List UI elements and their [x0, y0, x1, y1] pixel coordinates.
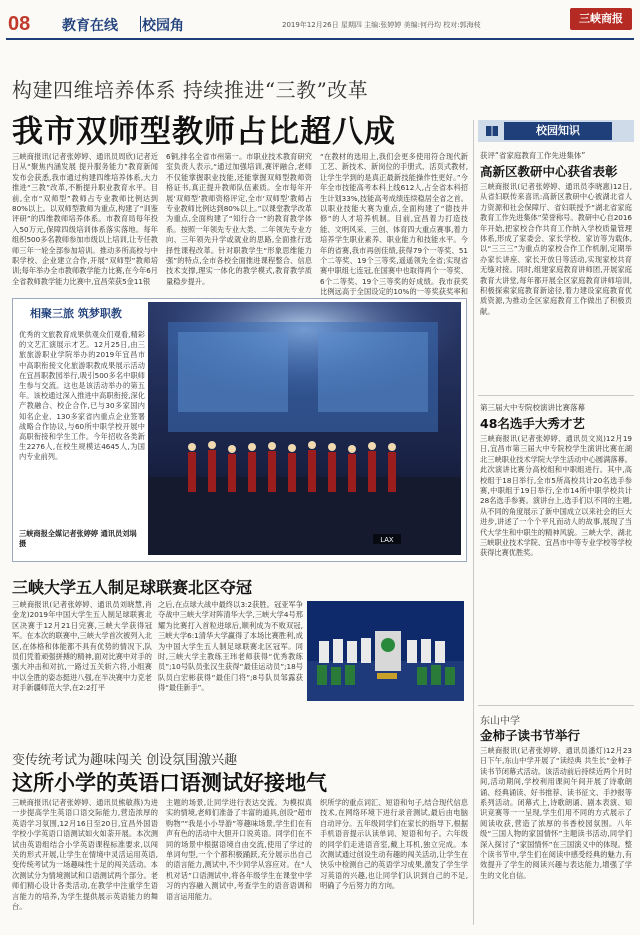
- team-photo: [307, 601, 464, 701]
- lead-column-2: 6铜,排名全省市州第一。市职业技术教育研究室负责人表示,“通过加强培训,赛评融合,老师不仅能掌握职业技能,还能掌握双师型教师资格证书,真正提升教师队伍素质。全市每年开展‘双师型’教师资格评定,全市‘双师型’教师占专业教师比例达到80%以上。”以课堂教学改革为重点,全面构建了“知行合一”的教育教学体系。按照一年领先专业大类、二年领先专业方向、三年领先升学或就业的思路,全面推行选择性课程改革。针对职教学生“形象思维能力强”的特点,全市各校全面推进课程整合、信息技术支撑,理实一体化的教学模式,教育教学质量稳步提升。: [166, 152, 312, 286]
- news2-title: 48名选手大秀才艺: [480, 416, 585, 431]
- news3-body: 三峡商报讯(记者张婷婷、通讯员潘灯)12月23日下午,东山中学开展了“读经典 共生长”金柿子读书节闭幕式活动。该活动前后持续近两个月时间,活动期间,学校利用课间午间开展了诗歌朗诵、经典诵读、好书推荐、读书征文、手抄报等系列活动。闭幕式上,诗歌朗诵、剧本表演、知识竞赛等一一呈现,学生们用不同的方式展示了阅读收获,营造了浓厚的书香校园氛围。八年级“三国人物的家国情怀”主题读书活动,同学们深入探讨了“家国情怀”在三国演义中的体现。整个读书节中,学生们在阅读中感受经典的魅力,有效提升了学生的阅读兴趣与表达能力,增强了学生的文化自信。: [480, 746, 632, 880]
- section-title: 教育在线: [62, 18, 118, 34]
- column-divider: [473, 120, 474, 925]
- section-subtitle: 校园角: [142, 18, 184, 34]
- football-column-1: 三峡商报讯(记者张婷婷、通讯员刘晓慧,肖金龙)2019年中国大学生五人制足球联赛北区决赛于12月21日完赛,三峡大学获得冠军。在本次的联赛中,三峡大学首次被列入北区,在体格和体能都不具有优势的情况下,队员们凭着顽强拼搏的精神,面对比赛中对手的强大冲击和对抗,一路过五关斩六将,小组赛中以全胜的姿态挺进八强,在半决赛中力克老对手新疆师范大学,在2:2打平: [12, 600, 152, 693]
- newspaper-logo: 三峡商报: [570, 8, 632, 30]
- news1-kicker: 获评“省家庭教育工作先进集体”: [480, 151, 586, 160]
- campus-news-badge: [478, 120, 634, 142]
- oral-test-kicker: 变传统考试为趣味闯关 创设氛围激兴趣: [12, 753, 238, 768]
- photo-feature-text: 优秀的文旅教育成果供观众们观看,精彩的文艺汇演展示才艺。12月25日,由三旅旅游职业学院举办的2019年宜昌市中高职衔接文化旅游职教成果展示活动在宜昌职教园举行,吸引500多名中职师生参与交流。这也是该活动举办的第五年。该校通过深入推进中高职衔接,深化产教融合、校企合作,已与30多家国内知名企业、130多家省内重点企业签署战略合作协议,与60所中职学校开展中高职衔接和学生工作。今年招收各类新生2276人,在校生规模达4645人,为国内专业前列。: [19, 330, 145, 462]
- issue-meta: 2019年12月26日 星期四 主编:张婷婷 美编:何丹均 校对:郭海枝: [282, 21, 481, 29]
- campus-news-label: 校园知识: [504, 122, 612, 140]
- oral-test-column-1: 三峡商报讯(记者张婷婷、通讯员熊敏燕)为进一步提高学生英语口语交际能力,营造浓厚的英语学习氛围,12月16日至20日,宜昌外国语学校小学英语口语测试如火如荼开展。本次测试由英语组结合小学英语课程标准要求,以闯关的形式开展,让学生在情境中灵活运用英语,变传统考试为一场趣味性十足的闯关活动。本次测试分为情境测试和口语测试两个部分。老师们精心设计各类活动,在教学中注重学生语言能力的培养,为学生提供展示英语能力的舞台。: [12, 798, 158, 912]
- book-icon: [484, 123, 500, 139]
- oral-test-headline: 这所小学的英语口语测试好接地气: [12, 771, 327, 795]
- section-divider: [140, 16, 141, 32]
- page-header: [0, 0, 640, 40]
- news3-title: 金柿子读书节举行: [480, 728, 581, 743]
- news3-kicker: 东山中学: [480, 716, 520, 727]
- news1-title: 高新区教研中心获省表彰: [480, 164, 618, 179]
- photo-credit: 三峡商报全媒记者张婷婷 通讯员刘埚 摄: [19, 529, 137, 549]
- oral-test-column-3: 织所学的重点词汇、短语和句子,结合现代信息技术,在网络环境下进行录音测试,最后由电脑自动评分。五年级同学们在家长的指导下,根据手机语音提示认读单词、短语和句子。六年级的同学们走进语音室,戴上耳机,独立完成。本次测试通过创设生动有趣的闯关活动,让学生在快乐中检测自己的英语学习成果,激发了学生学习英语的兴趣,也让同学们认识到自己的不足,明确了今后努力的方向。: [320, 798, 468, 891]
- news2-kicker: 第三届大中专院校演讲比赛落幕: [480, 403, 585, 412]
- photo-feature-title: 相聚三旅 筑梦职教: [30, 307, 122, 320]
- oral-test-column-2: 主题的场景,让同学进行表达交流。为模拟真实的情境,老师们准备了丰富的道具,创设“超市购物”“我是小小导游”等趣味场景,学生们在有声有色的活动中大胆开口说英语。同学们在不同的场景中根据语境自由交流,使用了学过的单词句型,一个个都积极踊跃,充分展示出自己的语言能力,测试中,不少同学从容应对。在“人机对话”口语测试中,将各年级学生在课堂中学习的内容融入测试中,考查学生的语音语调和语言运用能力。: [166, 798, 312, 901]
- page-number: 08: [8, 13, 31, 35]
- football-headline: 三峡大学五人制足球联赛北区夺冠: [12, 578, 253, 597]
- header-rule: [6, 38, 634, 40]
- football-column-2: 之后,在点球大战中最终以3:2获胜。冠亚军争夺战中三峡大学对阵清华大学,三峡大学4号邢耀为比赛打入首粒进球后,顺利成为不败双冠,三峡大学6:1清华大学赢得了本场比赛胜利,成为中国大学生五人制足球联赛北区冠军。同时,三峡大学主教练王玮老师获得“优秀教练员”;10号队员张汉生获得“最佳运动员”;18号队员白宏彬获得“最佳门将”;8号队员邹露获得“最佳新手”。: [158, 600, 303, 693]
- news2-body: 三峡商报讯(记者张婷婷、通讯员文岚)12月19日,宜昌市第三届大中专院校学生演讲比赛在湖北三峡职业技术学院大学生活动中心圆满落幕。此次演讲比赛分高校组和中职组进行。其中,高校组于18日举行,全市5所高校共计20名选手参赛,中职组于19日举行,全市14所中职学校共计28名选手参赛。演讲台上,选手们以不同的主题,从不同的角度展示了新中国成立以来社会的巨大进步,讲述了一个个平凡而动人的故事,展现了当代大学生和中职生的精神风貌。三峡大学、湖北三峡职业技术学院、宜昌市中等专业学校等学校获得比赛优胜奖。: [480, 434, 632, 558]
- stage-performance-photo: [148, 302, 461, 555]
- lead-headline: 我市双师型教师占比超八成: [12, 114, 396, 150]
- lead-column-3: “在教材的选用上,我们会更多使用符合现代新工艺、新技术、新岗位的手册式、活页式教材,让学生学到的是真正最新技能操作性更好。”今年全市技能高考本科上线612人,占全省本科招生计划33%,技能高考成绩连续稳居全省之首。以职业技能大赛为重点,全面构建了“德技并修”的人才培养机制。目前,宜昌着力打造技能、文明风采、三创、体育四大重点赛事,着力培养学生职业素养、职业能力和技能水平。今年的省赛,我市再创佳绩,获得79个一等奖、51个二等奖、19个三等奖,遥遥领先全省;实现省赛中职组七连冠,在国赛中也取得两个一等奖、6个二等奖、19个三等奖的好成绩。我市获奖比例远高于全国设定的10%的一等奖获奖率和: [320, 152, 468, 297]
- lead-kicker: 构建四维培养体系 持续推进“三教”改革: [12, 78, 369, 102]
- lead-column-1: 三峡商报讯(记者张婷婷、通讯员周欣)记者近日从“聚焦内涵发展 提升服务能力”教育新闻发布会获悉,我市通过构建四维培养体系,大力推进“三教”改革,不断提升职业教育水平。目前,全市“双师型”教师占专业教师比例达到80%以上。以双师型教师为重点,构建了“训鉴评研”的四维教师培养体系。市教育局每年投入50万元,保障四级培训体系落实落地。每年组织500多名教师参加市级以上培训,让专任教师三年一轮全部参加培训。推动多所高校与中职学校、企业建立合作,开展“双师型”教师培训;每年举办全市教师教学能力比赛,在今年6月全省教师教学能力比赛中,宜昌荣获5金11银: [12, 152, 158, 286]
- news-divider-1: [478, 395, 634, 396]
- svg-text:LAX: LAX: [380, 537, 394, 544]
- news1-body: 三峡商报讯(记者张婷婷、通讯员李晓惠)12日,从省妇联传来喜讯:高新区教研中心被湖北省人力资源和社会保障厅、省妇联授予“湖北省家庭教育工作先进集体”荣誉称号。教研中心自2016年开始,把家校合作共育工作纳入学校质量管理体系,形成了家委会、家长学校、家访等为载体,以“三三三”为重点的家校合作工作机制,定期举办家长讲座、家长开放日等活动,实现家校共育无缝对接。同时,组建家庭教育讲师团,开展家庭教育大讲堂,每年都开展全区家庭教育讲师培训,积极探索家庭教育新途径,着力建设家庭教育优质资源,为推动全区家庭教育工作做出了积极贡献。: [480, 182, 632, 316]
- news-divider-2: [478, 705, 634, 706]
